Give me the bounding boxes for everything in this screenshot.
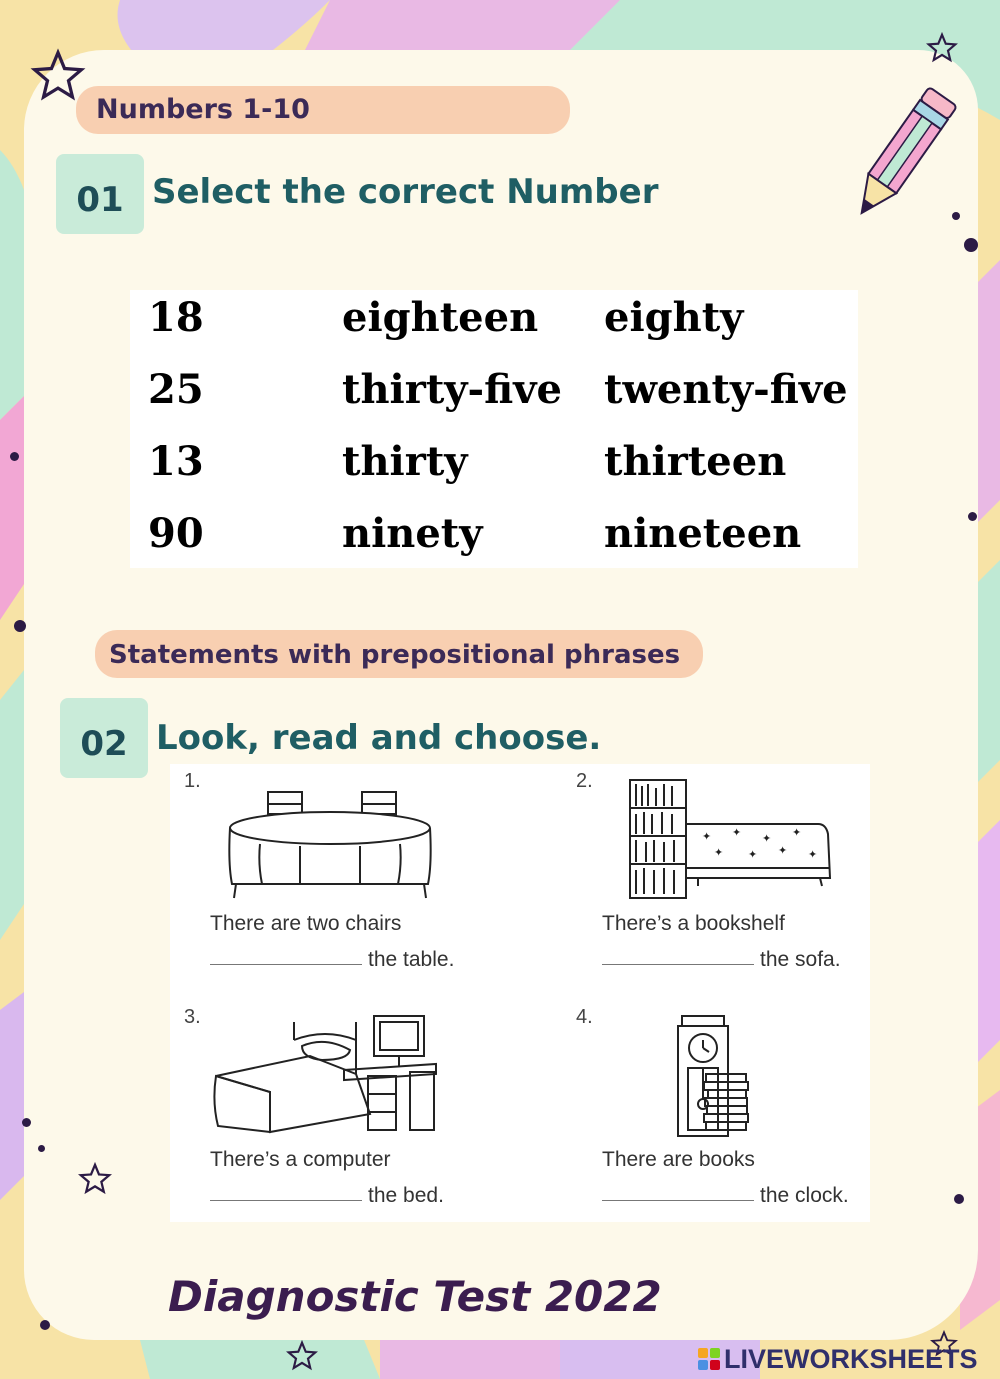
sentence-end: the table. bbox=[368, 948, 455, 971]
exercise-item bbox=[562, 1000, 902, 1230]
sentence-start: There’s a computer bbox=[210, 1148, 391, 1171]
number-option-b[interactable]: thirteen bbox=[604, 438, 787, 485]
number-option-b[interactable]: twenty-five bbox=[604, 366, 848, 413]
question-title: Select the correct Number bbox=[152, 172, 659, 212]
dot-decoration bbox=[968, 512, 977, 521]
star-icon bbox=[78, 1162, 112, 1196]
dot-decoration bbox=[964, 238, 978, 252]
preposition-exercise bbox=[170, 764, 870, 1222]
dot-decoration bbox=[38, 1145, 45, 1152]
item-number: 2. bbox=[576, 770, 593, 792]
number-choice-table bbox=[130, 290, 858, 568]
star-icon bbox=[286, 1340, 318, 1372]
number-digit: 90 bbox=[148, 510, 204, 557]
svg-text:✦: ✦ bbox=[748, 848, 758, 861]
item-number: 3. bbox=[184, 1006, 201, 1028]
pencil-icon bbox=[848, 80, 958, 228]
svg-text:✦: ✦ bbox=[792, 826, 802, 839]
number-option-b[interactable]: nineteen bbox=[604, 510, 802, 557]
dot-decoration bbox=[954, 1194, 964, 1204]
sentence-end: the clock. bbox=[760, 1184, 849, 1207]
answer-blank[interactable] bbox=[210, 1200, 362, 1201]
sentence-start: There are books bbox=[602, 1148, 755, 1171]
dot-decoration bbox=[40, 1320, 50, 1330]
exercise-item bbox=[562, 764, 902, 994]
question-title: Look, read and choose. bbox=[156, 718, 602, 758]
sentence-start: There are two chairs bbox=[210, 912, 402, 935]
number-option-a[interactable]: ninety bbox=[342, 510, 483, 557]
number-digit: 18 bbox=[148, 294, 204, 341]
dot-decoration bbox=[14, 620, 26, 632]
star-icon bbox=[926, 32, 958, 64]
sentence-end: the sofa. bbox=[760, 948, 841, 971]
svg-text:✦: ✦ bbox=[808, 848, 818, 861]
question-number-badge: 02 bbox=[60, 698, 148, 778]
number-digit: 13 bbox=[148, 438, 204, 485]
number-option-a[interactable]: eighteen bbox=[342, 294, 539, 341]
exercise-item bbox=[170, 764, 510, 994]
section-label-prepositions: Statements with prepositional phrases bbox=[95, 630, 703, 678]
item-number: 1. bbox=[184, 770, 201, 792]
liveworksheets-logo[interactable] bbox=[698, 1345, 978, 1373]
number-option-a[interactable]: thirty bbox=[342, 438, 468, 485]
section-label-numbers: Numbers 1-10 bbox=[76, 86, 570, 134]
number-row bbox=[130, 366, 858, 426]
number-row bbox=[130, 294, 858, 354]
bed-and-computer-icon bbox=[210, 1010, 450, 1140]
svg-text:✦: ✦ bbox=[714, 846, 724, 859]
number-row bbox=[130, 438, 858, 498]
svg-text:✦: ✦ bbox=[778, 844, 788, 857]
logo-icon bbox=[698, 1348, 720, 1370]
number-row bbox=[130, 510, 858, 570]
table-with-chairs-icon bbox=[210, 774, 450, 904]
svg-text:✦: ✦ bbox=[732, 826, 742, 839]
sentence-start: There’s a bookshelf bbox=[602, 912, 785, 935]
item-number: 4. bbox=[576, 1006, 593, 1028]
logo-text: LIVEWORKSHEETS bbox=[724, 1343, 978, 1374]
dot-decoration bbox=[22, 1118, 31, 1127]
exercise-item bbox=[170, 1000, 510, 1230]
answer-blank[interactable] bbox=[210, 964, 362, 965]
number-option-a[interactable]: thirty-five bbox=[342, 366, 562, 413]
svg-text:✦: ✦ bbox=[762, 832, 772, 845]
sentence-end: the bed. bbox=[368, 1184, 444, 1207]
clock-with-books-icon bbox=[602, 1010, 842, 1140]
number-option-b[interactable]: eighty bbox=[604, 294, 744, 341]
answer-blank[interactable] bbox=[602, 1200, 754, 1201]
number-digit: 25 bbox=[148, 366, 204, 413]
bookshelf-and-sofa-icon bbox=[602, 774, 842, 904]
question-number-badge: 01 bbox=[56, 154, 144, 234]
answer-blank[interactable] bbox=[602, 964, 754, 965]
star-icon bbox=[30, 48, 86, 104]
footer-title: Diagnostic Test 2022 bbox=[168, 1272, 662, 1321]
dot-decoration bbox=[10, 452, 19, 461]
svg-text:✦: ✦ bbox=[702, 830, 712, 843]
